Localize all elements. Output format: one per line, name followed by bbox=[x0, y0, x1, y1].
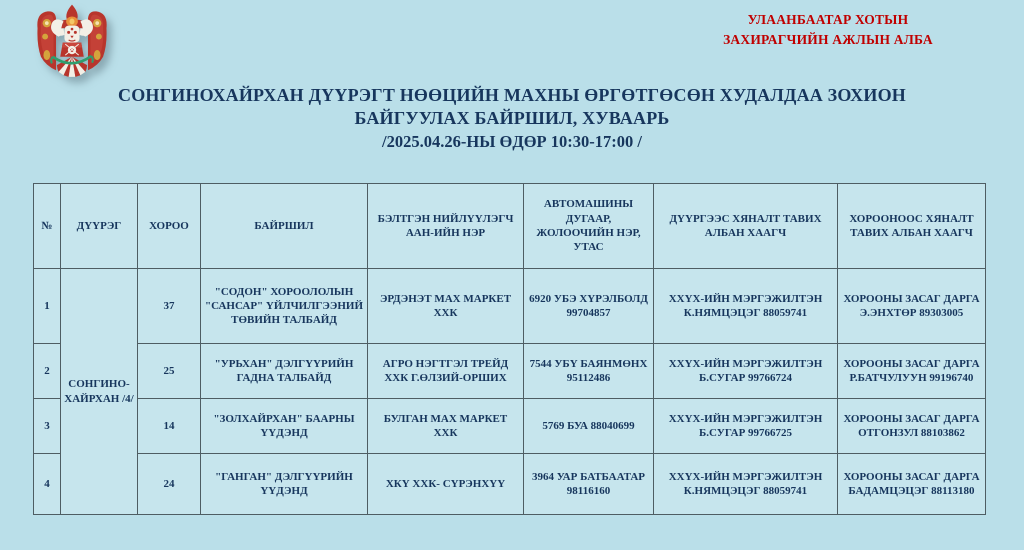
table-row bbox=[34, 344, 986, 399]
row-no: 1 bbox=[34, 269, 61, 344]
khoroo-officer-cell: ХОРООНЫ ЗАСАГ ДАРГА Э.ЭНХТӨР 89303005 bbox=[838, 269, 986, 344]
supplier-cell: ХКҮ ХХК- СҮРЭНХҮҮ bbox=[368, 454, 524, 515]
col-header-district-officer: ДҮҮРГЭЭС ХЯНАЛТ ТАВИХ АЛБАН ХААГЧ bbox=[654, 184, 838, 269]
row-no: 4 bbox=[34, 454, 61, 515]
col-header-khoroo: ХОРОО bbox=[138, 184, 201, 269]
col-header-supplier: БЭЛТГЭН НИЙЛҮҮЛЭГЧ ААН-ИЙН НЭР bbox=[368, 184, 524, 269]
khoroo-number: 24 bbox=[138, 454, 201, 515]
row-no: 3 bbox=[34, 399, 61, 454]
col-header-khoroo-officer: ХОРООНООС ХЯНАЛТ ТАВИХ АЛБАН ХААГЧ bbox=[838, 184, 986, 269]
vehicle-cell: 7544 УБҮ БАЯНМӨНХ 95112486 bbox=[524, 344, 654, 399]
supplier-cell: ЭРДЭНЭТ МАХ МАРКЕТ ХХК bbox=[368, 269, 524, 344]
supplier-cell: БУЛГАН МАХ МАРКЕТ ХХК bbox=[368, 399, 524, 454]
org-line2: ЗАХИРАГЧИЙН АЖЛЫН АЛБА bbox=[723, 31, 933, 47]
location-cell: "ГАНГАН" ДЭЛГҮҮРИЙН ҮҮДЭНД bbox=[201, 454, 368, 515]
org-line1: УЛААНБААТАР ХОТЫН bbox=[747, 12, 909, 27]
table-header-row bbox=[34, 184, 986, 269]
col-header-district: ДҮҮРЭГ bbox=[61, 184, 138, 269]
district-officer-cell: ХХҮХ-ИЙН МЭРГЭЖИЛТЭН Б.СУГАР 99766724 bbox=[654, 344, 838, 399]
table-row bbox=[34, 399, 986, 454]
khoroo-number: 14 bbox=[138, 399, 201, 454]
title-date-line: /2025.04.26-НЫ ӨДӨР 10:30-17:00 / bbox=[382, 131, 642, 151]
organization-name bbox=[658, 10, 998, 49]
district-officer-cell: ХХҮХ-ИЙН МЭРГЭЖИЛТЭН К.НЯМЦЭЦЭГ 88059741 bbox=[654, 454, 838, 515]
location-cell: "ЗОЛХАЙРХАН" БААРНЫ ҮҮДЭНД bbox=[201, 399, 368, 454]
khoroo-officer-cell: ХОРООНЫ ЗАСАГ ДАРГА БАДАМЦЭЦЭГ 88113180 bbox=[838, 454, 986, 515]
col-header-location: БАЙРШИЛ bbox=[201, 184, 368, 269]
ulaanbaatar-emblem bbox=[30, 3, 114, 87]
title-line2: БАЙГУУЛАХ БАЙРШИЛ, ХУВААРЬ bbox=[354, 108, 670, 129]
khoroo-number: 25 bbox=[138, 344, 201, 399]
row-no: 2 bbox=[34, 344, 61, 399]
ulaanbaatar-crest-icon bbox=[30, 3, 114, 87]
supplier-cell: АГРО НЭГТГЭЛ ТРЕЙД ХХК Г.ӨЛЗИЙ-ОРШИХ bbox=[368, 344, 524, 399]
page-title bbox=[0, 84, 1024, 153]
district-cell: СОНГИНО-ХАЙРХАН /4/ bbox=[61, 269, 138, 515]
vehicle-cell: 5769 БУА 88040699 bbox=[524, 399, 654, 454]
col-header-no: № bbox=[34, 184, 61, 269]
table-row bbox=[34, 454, 986, 515]
location-cell: "СОДОН" ХОРООЛОЛЫН "САНСАР" ҮЙЛЧИЛГЭЭНИЙ ТӨВИЙН ТАЛБАЙД bbox=[201, 269, 368, 344]
vehicle-cell: 6920 УБЭ ХҮРЭЛБОЛД 99704857 bbox=[524, 269, 654, 344]
title-line1: СОНГИНОХАЙРХАН ДҮҮРЭГТ НӨӨЦИЙН МАХНЫ ӨРГӨТГӨСӨН ХУДАЛДАА ЗОХИОН bbox=[118, 85, 906, 105]
col-header-vehicle: АВТОМАШИНЫ ДУГААР, ЖОЛООЧИЙН НЭР, УТАС bbox=[524, 184, 654, 269]
district-officer-cell: ХХҮХ-ИЙН МЭРГЭЖИЛТЭН К.НЯМЦЭЦЭГ 88059741 bbox=[654, 269, 838, 344]
khoroo-officer-cell: ХОРООНЫ ЗАСАГ ДАРГА Р.БАТЧУЛУУН 99196740 bbox=[838, 344, 986, 399]
schedule-table bbox=[33, 183, 986, 515]
location-cell: "УРЬХАН" ДЭЛГҮҮРИЙН ГАДНА ТАЛБАЙД bbox=[201, 344, 368, 399]
vehicle-cell: 3964 УАР БАТБААТАР 98116160 bbox=[524, 454, 654, 515]
khoroo-officer-cell: ХОРООНЫ ЗАСАГ ДАРГА ОТГОНЗУЛ 88103862 bbox=[838, 399, 986, 454]
table-row bbox=[34, 269, 986, 344]
khoroo-number: 37 bbox=[138, 269, 201, 344]
district-officer-cell: ХХҮХ-ИЙН МЭРГЭЖИЛТЭН Б.СУГАР 99766725 bbox=[654, 399, 838, 454]
